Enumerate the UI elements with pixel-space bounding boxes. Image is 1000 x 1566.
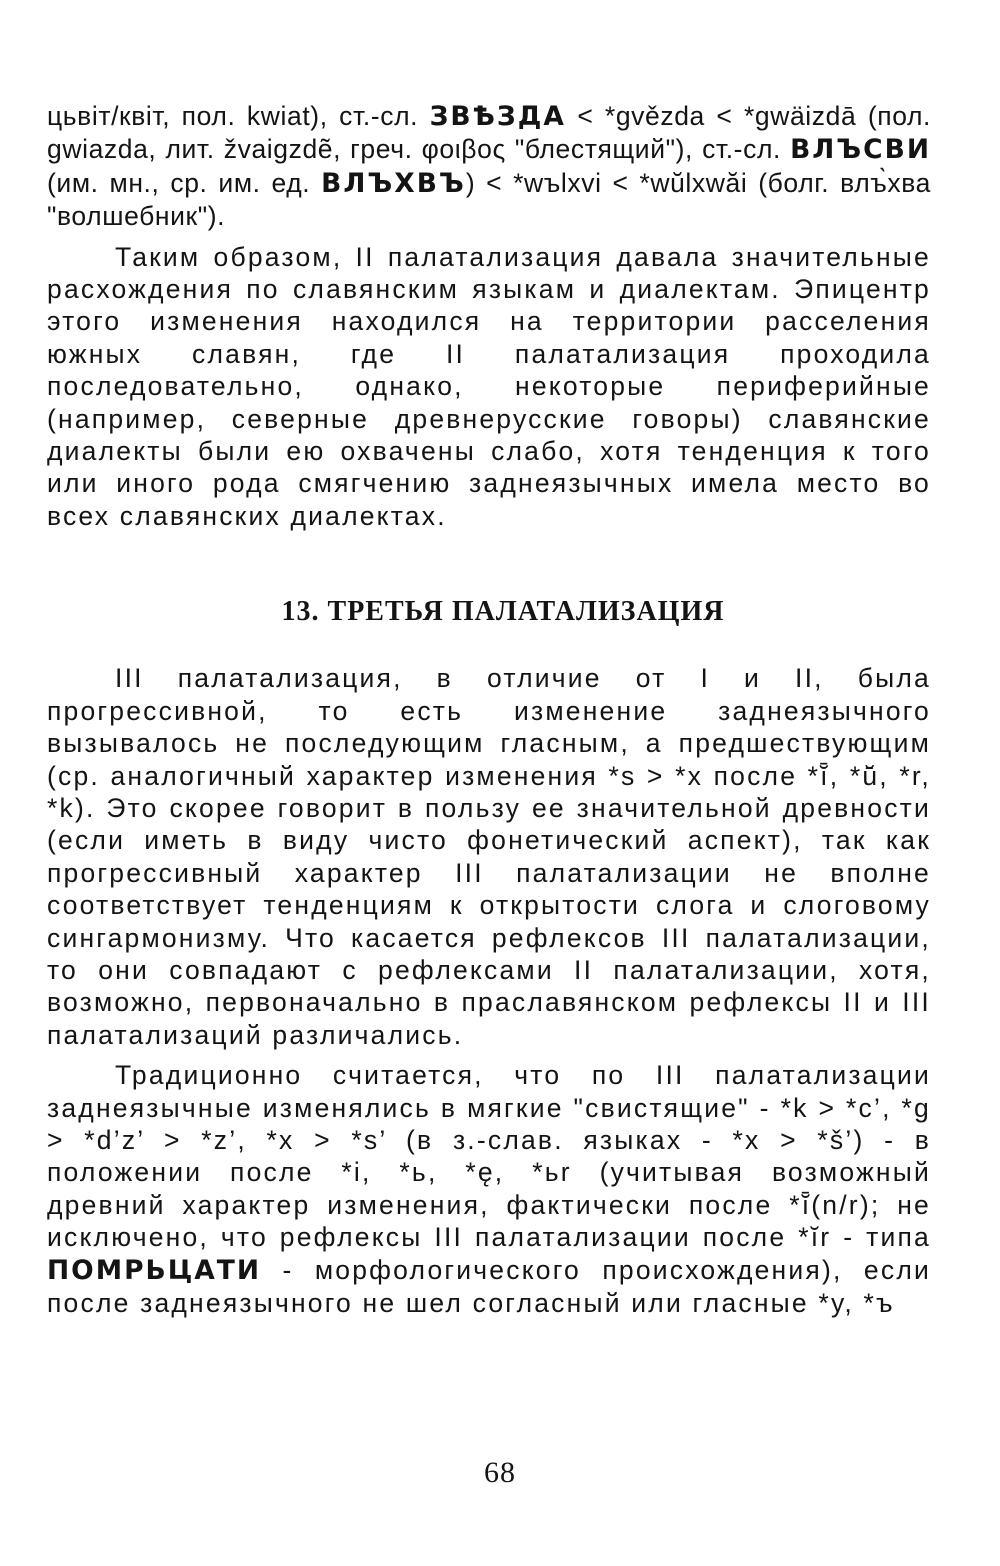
paragraph-gap (47, 233, 931, 241)
text-segment: цьвiт/квiт, пол. kwiat), ст.-сл. (47, 101, 430, 131)
paragraph-gap (47, 1051, 931, 1059)
section-heading: 13. ТРЕТЬЯ ПАЛАТАЛИЗАЦИЯ (281, 596, 725, 628)
old-church-slavonic-word: ЗВѢЗДА (429, 101, 566, 132)
text-segment: - морфологического происхождения), если после заднеязычного не шел согласный или гласные *y, *ъ (47, 1254, 931, 1318)
page-body (47, 100, 931, 1319)
old-church-slavonic-word: ВЛЪСВИ (790, 134, 931, 166)
text-segment: ) < *wъlxvi < *wŭlxwăi (болг. влъ̀хва "волшебник"). (47, 167, 932, 232)
paragraph-second-palatalization-summary: Таким образом, II палатализация давала значительные расхождения по славянским языкам и диалектам. Эпицентр этого изменения находился на территории расселения южных славян, где II палатализация проходила последовательно, однако, некоторые периферийные (например, северные древнерусские говоры) славянские диалекты были ею охвачены слабо, хотя тенденция к того или иного рода смягчению заднеязычных имела место во всех славянских диалектах. (47, 241, 931, 531)
paragraph-etymology-continuation (47, 100, 931, 233)
paragraph-third-palatalization-intro: III палатализация, в отличие от I и II, была прогрессивной, то есть изменение заднеязычного вызывалось не последующим гласным, а предшествующим (ср. аналогичный характер изменения *s > *x после *ĭ̄, *ŭ̄, *r, *k). Это скорее говорит в пользу ее значительной древности (если иметь в виду чисто фонетический аспект), так как прогрессивный характер III палатализации не вполне соответствует тенденциям к открытости слога и слоговому сингармонизму. Что касается рефлексов III палатализации, то они совпадают с рефлексами II палатализации, хотя, возможно, первоначально в праславянском рефлексы II и III палатализаций различались. (47, 663, 931, 1050)
text-segment: Традиционно считается, что по III палатализации заднеязычные изменялись в мягкие "свистящие" - *k > *c’, *g > *d’z’ > *z’, *x > *s’ (в з.-слав. языках - *x > *š’) - в положении после *i, *ь, *ę, *ьr (учитывая возможный древний характер изменения, фактически после *ĭ̄(n/r); не исключено, что рефлексы III палатализации после *ĭr - типа (47, 1060, 931, 1253)
old-church-slavonic-word: ПОМРЬЦАТИ (47, 1254, 262, 1286)
text-segment: (им. мн., ср. им. ед. (47, 167, 322, 198)
text-segment: < *gvězda < *gwäizdā (пол. gwiazda, лит. žvaigzdẽ, греч. φοιβος "блестящий"), ст.-сл. (47, 101, 931, 165)
page-number: 68 (484, 1456, 516, 1489)
old-church-slavonic-word: ВЛЪХВЪ (321, 167, 466, 199)
paragraph-traditional-view (47, 1059, 931, 1319)
